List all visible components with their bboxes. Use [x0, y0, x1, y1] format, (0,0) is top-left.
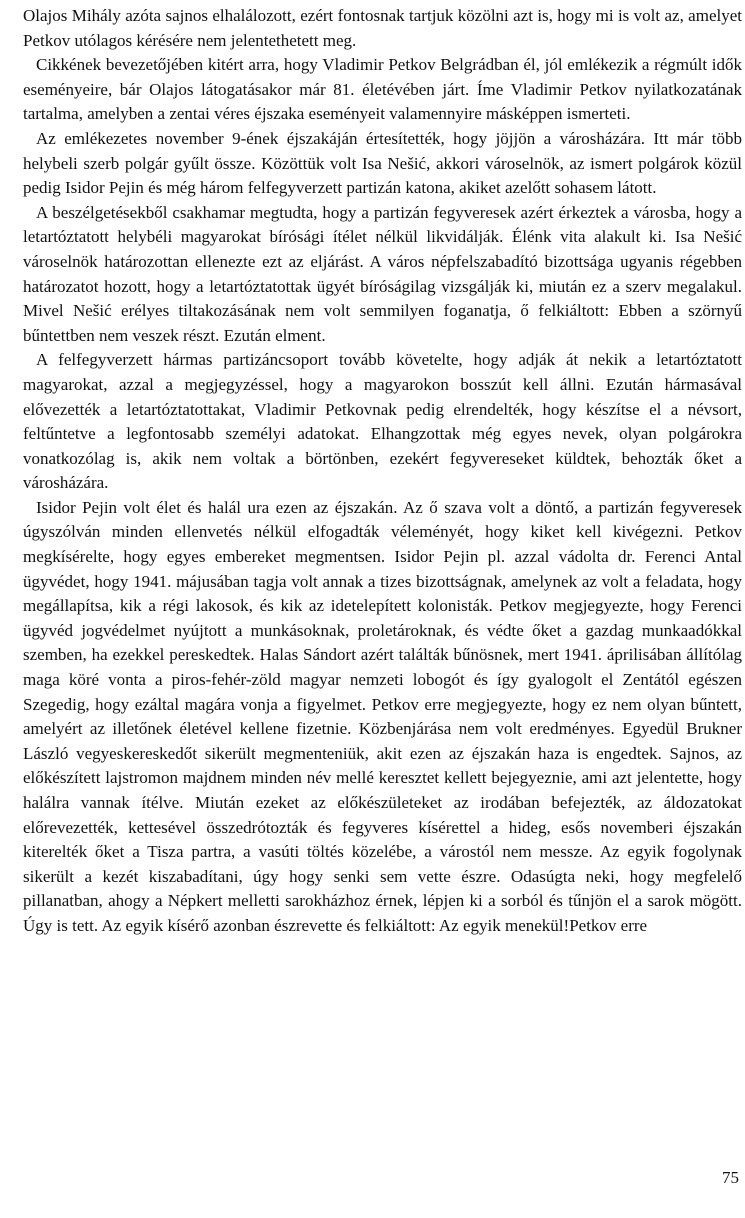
paragraph-4: A beszélgetésekből csakhamar megtudta, hogy a partizán fegyveresek azért érkeztek a városba, hogy a letartóztatott helybéli magyarokat bírósági ítélet nélkül likvidálják. Élénk vita alakult ki. Isa Nešić városelnök határozottan ellenezte ezt az eljárást. A város népfelszabadító bizottsága ugyanis régebben határozatot hozott, hogy a letartóztatottak ügyét bíróságilag vizsgálják ki, miután ez a szerv megalakul. Mivel Nešić erélyes tiltakozásának nem volt semmilyen foganatja, ő felkiáltott: Ebben a szörnyű bűntettben nem veszek részt. Ezután elment. [23, 202, 742, 345]
page-number: 75 [722, 1168, 739, 1187]
paragraph-3: Az emlékezetes november 9-ének éjszakáján értesítették, hogy jöjjön a városházára. Itt már több helybeli szerb polgár gyűlt össze. Közöttük volt Isa Nešić, akkori városelnök, az ismert polgárok közül pedig Isidor Pejin és még három felfegyverzett partizán katona, akiket azelőtt sohasem látott. [23, 128, 742, 198]
page-body [23, 4, 742, 939]
paragraph-2: Cikkének bevezetőjében kitért arra, hogy Vladimir Petkov Belgrádban él, jól emlékezik a régmúlt idők eseményeire, bár Olajos látogatásakor már 81. életévében járt. Íme Vladimir Petkov nyilatkozatának tartalma, amelyben a zentai véres éjszaka eseményeit valamennyire másképpen ismerteti. [23, 55, 742, 124]
paragraph-5: A felfegyverzett hármas partizáncsoport tovább követelte, hogy adják át nekik a letartóztatott magyarokat, azzal a megjegyzéssel, hogy a magyarokon bosszút kell állni. Ezután hármasával elővezették a letartóztatottakat, Vladimir Petkovnak pedig elrendelték, hogy készítse el a névsort, feltűntetve a legfontosabb személyi adatokat. Elhangzottak még egyes nevek, olyan polgárokra vonatkozólag is, akik nem voltak a börtönben, ezekért fegyvereseket küldtek, behozták őket a városházára. [23, 350, 742, 493]
paragraph-6: Isidor Pejin volt élet és halál ura ezen az éjszakán. Az ő szava volt a döntő, a partizán fegyveresek úgyszólván minden ellenvetés nélkül elfogadták véleményét, hogy kiket kell kivégezni. Petkov megkísérelte, hogy egyes embereket megmentsen. Isidor Pejin pl. azzal vádolta dr. Ferenci Antal ügyvédet, hogy 1941. májusában tagja volt annak a tizes bizottságnak, amelynek az volt a feladata, hogy megállapítsa, kik a régi lakosok, és kik az idetelepített kolonisták. Petkov megjegyezte, hogy Ferenci ügyvéd jogvédelmet nyújtott a munkásoknak, proletároknak, és védte őket a gazdag munkaadókkal szemben, ha ezekkel pereskedtek. Halas Sándort azért találták bűnösnek, mert 1941. áprilisában állítólag maga köré vonta a piros-fehér-zöld magyar nemzeti lobogót és így gyalogolt el Zentától egészen Szegedig, hogy ezáltal magára vonja a figyelmet. Petkov erre megjegyezte, hogy ez nem olyan bűntett, amelyért az illetőnek életével kellene fizetnie. Közbenjárása nem volt eredményes. Egyedül Brukner László vegyeskereskedőt sikerült megmenteniük, akit ezen az éjszakán haza is engedtek. Sajnos, az előkészített lajstromon majdnem minden név mellé keresztet kellett bejegyeznie, ami azt jelentette, hogy halálra vannak ítélve. Miután ezeket az előkészületeket az irodában befejezték, az áldozatokat előrevezették, kettesével összedrótozták és fegyveres kísérettel a hideg, esős novemberi éjszakán kiterelték őket a Tisza partra, a vasúti töltés közelébe, a várostól nem messze. Az egyik fogolynak sikerült a kezét kiszabadítani, úgy hogy senki sem vette észre. Odasúgta neki, hogy megfelelő pillanatban, ahogy a Népkert melletti sarokházhoz érnek, lépjen ki a sorból és tűnjön el a sarok mögött. Úgy is tett. Az egyik kísérő azonban észrevette és felkiáltott: Az egyik menekül!Petkov erre [23, 497, 742, 935]
paragraph-1: Olajos Mihály azóta sajnos elhalálozott, ezért fontosnak tartjuk közölni azt is, hogy mi is volt az, amelyet Petkov utólagos kérésére nem jelentethetett meg. [23, 6, 742, 50]
